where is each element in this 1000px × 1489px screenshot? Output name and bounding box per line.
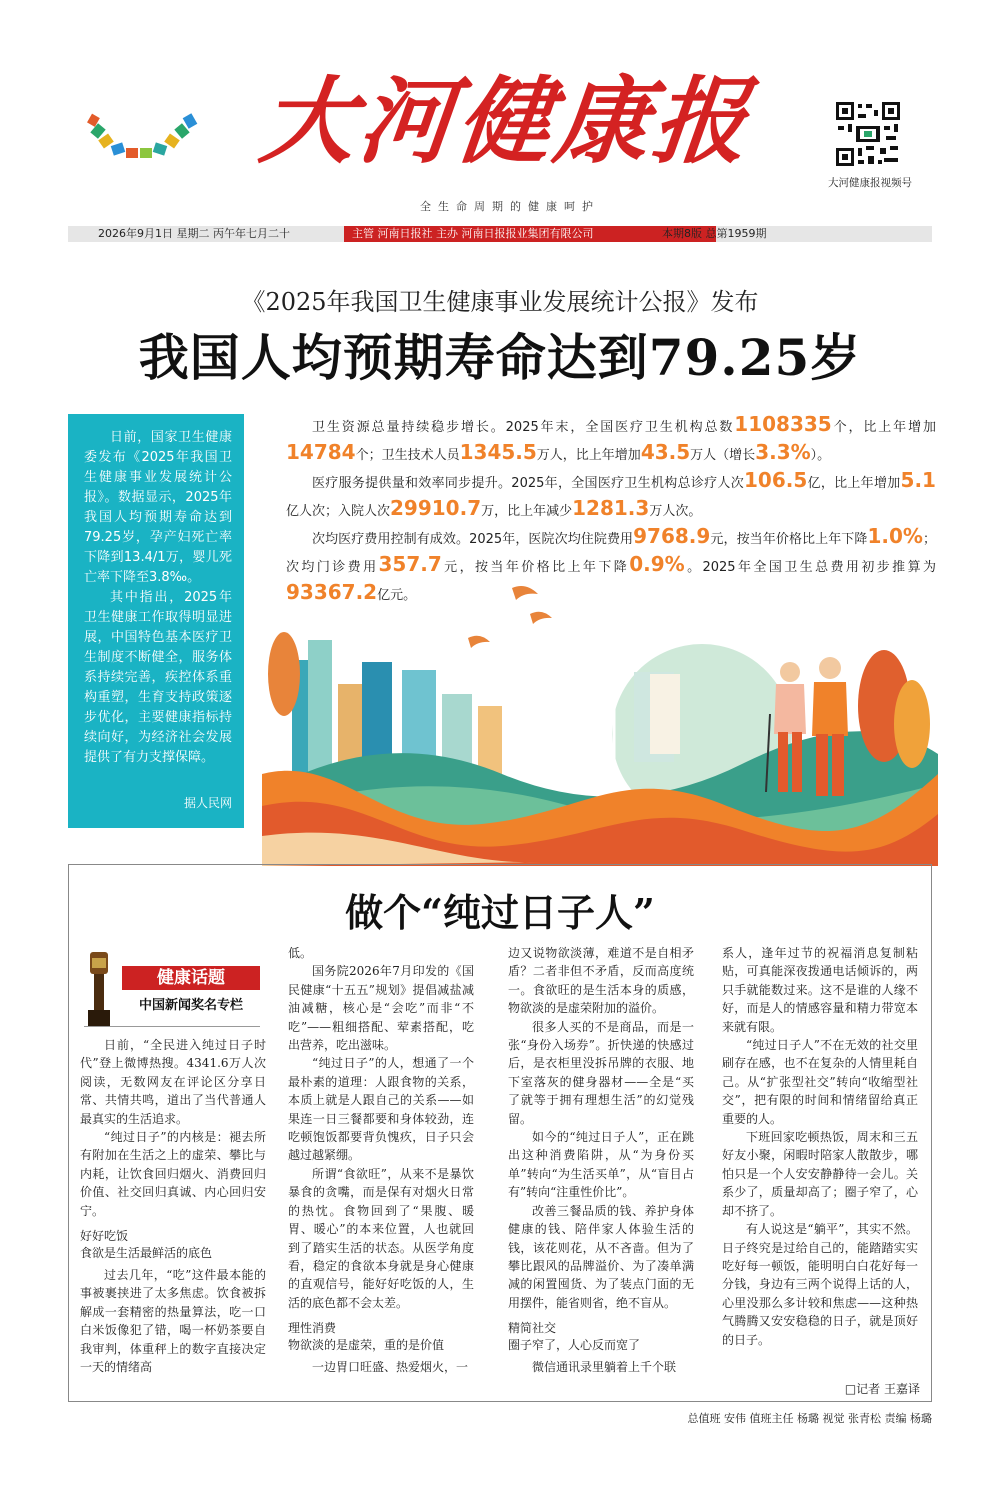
stat-number: 43.5 bbox=[640, 440, 691, 464]
article-paragraph: 如今的“纯过日子人”，正在跳出这种消费陷阱，从“为身份买单”转向“为生活买单”，从“盲目占有”转向“注重性价比”。 bbox=[508, 1130, 694, 1200]
article-paragraph: 有人说这是“躺平”，其实不然。日子终究是过给自己的，能踏踏实实吃好每一顿饭，能明明白白花好每一分钱，身边有三两个说得上话的人，心里没那么多计较和焦虑——这种热气腾腾又安安稳稳的日子，就是顶好的日子。 bbox=[722, 1222, 918, 1347]
stat-number: 1345.5 bbox=[459, 440, 537, 464]
editorial-credits: 总值班 安伟 值班主任 杨璐 视觉 张青松 责编 杨璐 bbox=[687, 1412, 932, 1425]
stat-number: 5.1 bbox=[900, 468, 936, 492]
article-paragraph: 系人，逢年过节的祝福消息复制粘贴，可真能深夜拨通电话倾诉的，两只手就能数过来。这不是谁的人缘不好，而是人的情感容量和精力带宽本来就有限。 bbox=[722, 946, 918, 1034]
stat-number: 14784 bbox=[286, 440, 356, 464]
section-subheading: 物欲淡的是虚荣，重的是价值 bbox=[288, 1338, 445, 1353]
issue-date: 2026年9月1日 星期二 丙午年七月二十 bbox=[98, 227, 290, 240]
section-subheading: 圈子窄了，人心反而宽了 bbox=[508, 1338, 641, 1353]
column-badge: 健康话题 bbox=[122, 966, 260, 990]
stat-number: 357.7 bbox=[378, 552, 442, 576]
stat-number: 9768.9 bbox=[633, 524, 711, 548]
article-paragraph: 过去几年，“吃”这件最本能的事被裹挟进了太多焦虑。饮食被拆解成一套精密的热量算法，吃一口白米饭像犯了错，喝一杯奶茶要自我审判，体重秤上的数字直接决定一天的情绪高 bbox=[80, 1268, 266, 1375]
article-byline: □记者 王嘉译 bbox=[844, 1382, 920, 1396]
article-column bbox=[722, 944, 918, 1349]
summary-source: 据人民网 bbox=[183, 796, 232, 810]
article-paragraph: 国务院2026年7月印发的《国民健康“十五五”规划》提倡减盐减油减糖，核心是“会吃”而非“不吃”——粗细搭配、荤素搭配，吃出营养，吃出滋味。 bbox=[288, 964, 474, 1053]
article-paragraph: 微信通讯录里躺着上千个联 bbox=[532, 1360, 677, 1375]
stat-number: 1281.3 bbox=[572, 496, 650, 520]
stat-number: 3.3% bbox=[755, 440, 811, 464]
article-paragraph: “纯过日子”的内核是：褪去所有附加在生活之上的虚荣、攀比与内耗，让饮食回归烟火、消费回归价值、社交回归真诚、内心回归安宁。 bbox=[80, 1130, 266, 1218]
column-badge-subtitle: 中国新闻奖名专栏 bbox=[138, 998, 243, 1013]
bird-icon bbox=[530, 612, 552, 624]
summary-text bbox=[84, 428, 232, 768]
article-column bbox=[80, 1036, 266, 1377]
stat-number: 29910.7 bbox=[390, 496, 482, 520]
qr-code-icon[interactable] bbox=[834, 100, 902, 168]
colorful-arc-logo bbox=[86, 96, 204, 168]
lead-kicker: 《2025年我国卫生健康事业发展统计公报》发布 bbox=[241, 288, 759, 316]
qr-caption: 大河健康报视频号 bbox=[828, 177, 912, 189]
article-paragraph: 很多人买的不是商品，而是一张“身份入场券”。折快递的快感过后，是衣柜里没拆吊牌的衣服、地下室落灰的健身器材——全是“买了就等于拥有理想生活”的幻觉残留。 bbox=[508, 1019, 694, 1126]
article-column bbox=[288, 944, 474, 1377]
article-column bbox=[508, 944, 694, 1377]
article-paragraph: 一边胃口旺盛、热爱烟火，一 bbox=[312, 1360, 469, 1375]
section-heading: 好好吃饭 bbox=[80, 1229, 129, 1244]
article-paragraph: 下班回家吃顿热饭，周末和三五好友小聚，闲暇时陪家人散散步，哪怕只是一个人安安静静待一会儿。关系少了，质量却高了；圈子窄了，心却不挤了。 bbox=[722, 1130, 918, 1218]
stat-number: 0.9% bbox=[629, 552, 685, 576]
masthead-title: 大河健康报 bbox=[255, 67, 757, 177]
stat-number: 1.0% bbox=[867, 524, 923, 548]
date-bar bbox=[68, 226, 932, 242]
stats-paragraph: 医疗服务提供量和效率同步提升。2025年，全国医疗卫生机构总诊疗人次106.5亿，比上年增加5.1亿人次；入院人次29910.7万，比上年减少1281.3万人次。 bbox=[286, 468, 936, 520]
stat-number: 106.5 bbox=[743, 468, 808, 492]
award-trophy-icon bbox=[84, 950, 114, 1030]
summary-paragraph: 日前，国家卫生健康委发布《2025年我国卫生健康事业发展统计公报》。数据显示，2025年我国人均预期寿命达到79.25岁，孕产妇死亡率下降到13.4/1万，婴儿死亡率下降至3.8‰。 bbox=[84, 430, 232, 585]
section-heading: 精简社交 bbox=[508, 1321, 557, 1336]
stats-paragraph: 卫生资源总量持续稳步增长。2025年末，全国医疗卫生机构总数1108335个，比上年增加14784个；卫生技术人员1345.5万人，比上年增加43.5万人（增长3.3%）。 bbox=[286, 412, 936, 464]
article-paragraph: 日前，“全民进入纯过日子时代”登上微博热搜。4341.6万人次阅读，无数网友在评论区分享日常、共情共鸣，道出了当代普通人最真实的生活追求。 bbox=[80, 1038, 266, 1126]
article-paragraph: 改善三餐品质的钱、养护身体健康的钱、陪伴家人体验生活的钱，该花则花，从不吝啬。但为了攀比跟风的品牌溢价、为了凑单满减的闲置囤货、为了装点门面的无用摆件，能省则省，绝不盲从。 bbox=[508, 1203, 694, 1310]
article-paragraph: “纯过日子人”不在无效的社交里刷存在感，也不在复杂的人情里耗自己。从“扩张型社交”转向“收缩型社交”，把有限的时间和情绪留给真正重要的人。 bbox=[722, 1038, 918, 1126]
health-city-illustration bbox=[262, 574, 938, 866]
publisher-info: 主管 河南日报社 主办 河南日报报业集团有限公司 bbox=[344, 226, 716, 242]
article-paragraph: 边又说物欲淡薄，难道不是自相矛盾？二者非但不矛盾，反而高度统一。食欲旺的是生活本身的质感，物欲淡的是虚荣附加的溢价。 bbox=[508, 946, 694, 1016]
stats-paragraph: 次均医疗费用控制有成效。2025年，医院次均住院费用9768.9元，按当年价格比上年下降1.0%；次均门诊费用357.7元，按当年价格比上年下降0.9%。2025年全国卫生总费用初步推算为93367.2亿元。 bbox=[286, 524, 936, 604]
article-paragraph: 低。 bbox=[288, 946, 313, 960]
bird-icon bbox=[512, 586, 538, 600]
summary-paragraph: 其中指出，2025年卫生健康工作取得明显进展，中国特色基本医疗卫生制度不断健全，服务体系持续完善，疾控体系重构重塑，生育支持政策逐步优化，主要健康指标持续向好，为经济社会发展提供了有力支撑保障。 bbox=[84, 590, 232, 765]
article-title: 做个“纯过日子人” bbox=[345, 890, 655, 935]
divider bbox=[84, 1026, 260, 1027]
stat-number: 1108335 bbox=[734, 412, 832, 436]
issue-number: 本期8版 总第1959期 bbox=[662, 227, 767, 240]
article-paragraph: 所谓“食欲旺”，从来不是暴饮暴食的贪嘴，而是保有对烟火日常的热忱。食物回到了“果腹、暖胃、暖心”的本来位置，人也就回到了踏实生活的状态。从医学角度看，稳定的食欲本身就是身心健康的直观信号，能好好吃饭的人，生活的底色都不会太差。 bbox=[288, 1166, 474, 1310]
stat-number: 93367.2 bbox=[286, 580, 378, 604]
lead-headline: 我国人均预期寿命达到79.25岁 bbox=[138, 328, 862, 387]
article-paragraph: “纯过日子”的人，想通了一个最朴素的道理：人跟食物的关系，本质上就是人跟自己的关系——如果连一日三餐都要和身体较劲，连吃顿饱饭都要背负愧疚，日子只会越过越紧绷。 bbox=[288, 1056, 474, 1163]
masthead-slogan: 全生命周期的健康呵护 bbox=[420, 200, 600, 213]
section-heading: 理性消费 bbox=[288, 1321, 337, 1336]
bird-icon bbox=[468, 636, 490, 648]
section-subheading: 食欲是生活最鲜活的底色 bbox=[80, 1246, 213, 1261]
